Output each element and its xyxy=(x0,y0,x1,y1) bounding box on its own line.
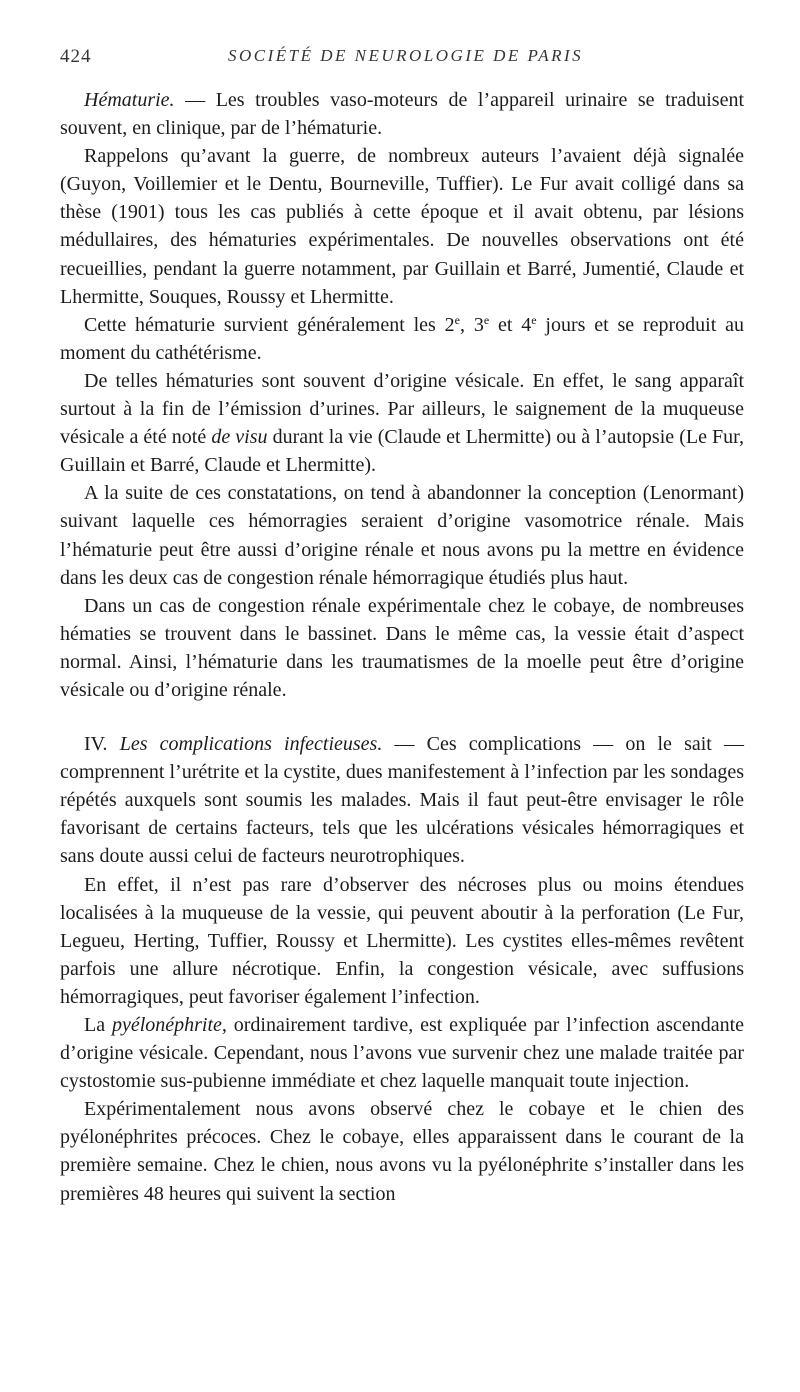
paragraph: En effet, il n’est pas rare d’observer des nécroses plus ou moins étendues localisées à la muqueuse de la vessie, qui peuvent aboutir à la perforation (Le Fur, Leguеu, Herting, Tuffier, Roussy et Lhermitte). Les cystites elles-mêmes revêtent parfois une allure nécrotique. Enfin, la congestion vésicale, avec suffusions hémorragiques, peut favoriser également l’infection. xyxy=(60,873,744,1008)
paragraph: Expérimentalement nous avons observé chez le cobaye et le chien des pyélonéphrites précoces. Chez le cobaye, elles apparaissent dans le courant de la première semaine. Chez le chien, nous avons vu la pyélonéphrite s’installer dans les premières 48 heures qui suivent la section xyxy=(60,1098,744,1205)
paragraph: A la suite de ces constatations, on tend à abandonner la conception (Lenormant) suivant laquelle ces hémorragies seraient d’origine vasomotrice rénale. Mais l’hématurie peut être aussi d’origine rénale et nous avons pu la mettre en évidence dans les deux cas de congestion rénale hémorragique étudiés plus haut. xyxy=(60,482,744,589)
text-run: , 3 xyxy=(460,313,484,336)
section-lead-complications: Les complications infectieuses. xyxy=(119,733,383,756)
section-lead-hematurie: Hématurie. xyxy=(84,89,175,111)
text-run: jours et se reproduit au moment du cathétérisme. xyxy=(60,313,744,364)
body-text xyxy=(60,86,744,1208)
section-number: IV. xyxy=(84,733,108,756)
text-run: Cette hématurie survient généralement les 2 xyxy=(84,313,455,336)
paragraph-hematurie xyxy=(60,86,744,142)
superscript: e xyxy=(483,312,490,327)
paragraph: Rappelons qu’avant la guerre, de nombreux auteurs l’avaient déjà signalée (Guyon, Voillemier et le Dentu, Bourneville, Tuffier). Le Fur avait colligé dans sa thèse (1901) tous les cas publiés à cette époque et il avait obtenu, par lésions médullaires, des hématuries expérimentales. De nouvelles observations ont été recueillies, pendant la guerre notamment, par Guillain et Barré, Jumentié, Claude et Lhermitte, Souques, Roussy et Lhermitte. xyxy=(60,145,744,308)
paragraph xyxy=(60,311,744,367)
page-number: 424 xyxy=(60,46,92,67)
running-title: SOCIÉTÉ DE NEUROLOGIE DE PARIS xyxy=(228,46,584,65)
text-run: La xyxy=(84,1014,112,1036)
page-header xyxy=(60,46,744,70)
paragraph xyxy=(60,1011,744,1095)
paragraph: Dans un cas de congestion rénale expérimentale chez le cobaye, de nombreuses hématies se trouvent dans le bassinet. Dans le même cas, la vessie était d’aspect normal. Ainsi, l’hématurie dans les traumatismes de la moelle peut être d’origine vésicale ou d’origine rénale. xyxy=(60,594,744,701)
paragraph-text: — Ces complications — on le sait — comprennent l’urétrite et la cystite, dues manifestement à l’infection par les sondages répétés auxquels sont soumis les malades. Mais il faut peut-être envisager le rôle favorisant de certains facteurs, tels que les ulcérations vésicales hémorragiques et sans doute aussi celui de facteurs neurotrophiques. xyxy=(60,733,745,868)
text-run: durant la vie (Claude et Lhermitte) ou à l’autopsie (Le Fur, Guillain et Barré, Claude et Lhermitte). xyxy=(60,426,745,477)
text-run: et 4 xyxy=(489,313,532,336)
paragraph-complications xyxy=(60,730,744,870)
italic-phrase: de visu xyxy=(211,426,268,449)
text-run: ordinairement tardive, est expliquée par l’infection ascendante d’origine vésicale. Cependant, nous l’avons vue survenir chez une malade traitée par cystostomie sus-pubienne immédiate et chez laquelle manquait toute injection. xyxy=(60,1014,744,1093)
text-run: De telles hématuries sont souvent d’origine vésicale. En effet, le sang apparaît surtout à la fin de l’émission d’urines. Par ailleurs, le saignement de la muqueuse vésicale a été noté xyxy=(60,369,744,449)
superscript: e xyxy=(531,312,537,327)
italic-term: pyélonéphrite, xyxy=(111,1014,227,1036)
paragraph xyxy=(60,367,744,479)
paragraph-text: — Les troubles vaso-moteurs de l’appareil urinaire se traduisent souvent, en clinique, par de l’hématurie. xyxy=(60,89,744,140)
superscript: e xyxy=(454,312,460,327)
